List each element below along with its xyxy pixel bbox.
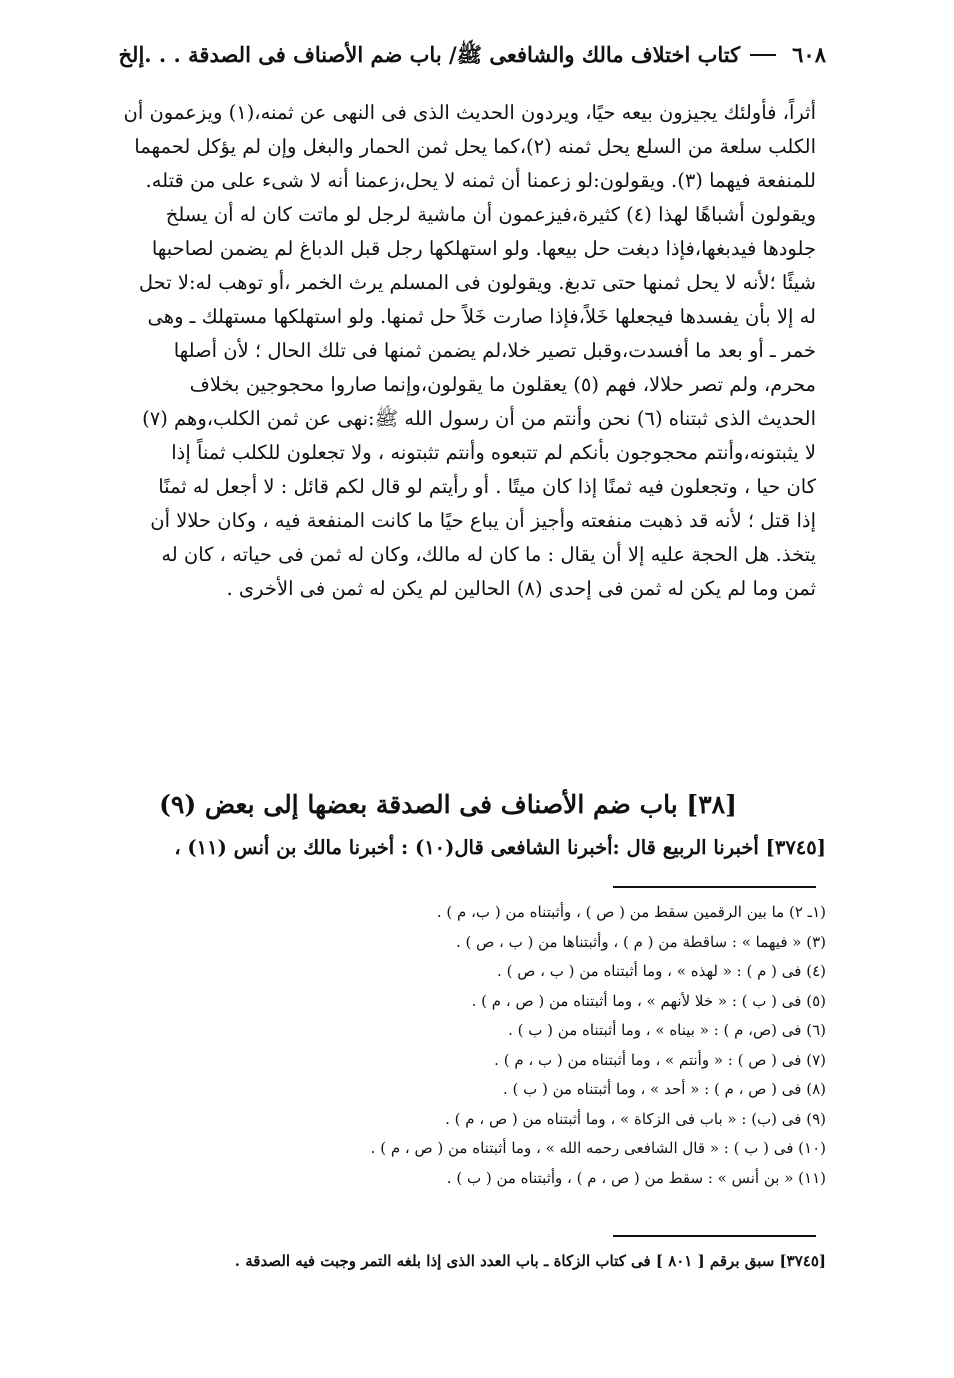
text-line: أثراً، فأولئك يجيزون بيعه حيًا، ويردون الحديث الذى فى النهى عن ثمنه،(١) ويزعمون أن <box>123 101 816 124</box>
text-line: ثمن وما لم يكن له ثمن فى إحدى (٨) الحالين لم يكن له ثمن فى الأخرى . <box>226 577 816 600</box>
section-title: [٣٨] باب ضم الأصناف فى الصدقة بعضها إلى بعض (٩) <box>159 790 737 819</box>
text-line: خمر ـ أو بعد ما أفسدت،وقبل تصير خلا،لم يضمن ثمنها فى تلك الحال ؛ لأن أصلها <box>173 339 816 362</box>
text-line: كان حيا ، وتجعلون فيه ثمنًا إذا كان ميتًا . أو رأيتم لو قال لكم قائل : لا أجعل له ثمنًا <box>158 475 816 498</box>
text-line: جلودها فيدبغها،فإذا دبغت حل بيعها. ولو استهلكها رجل قبل الدباغ لم يضمن لصاحبها <box>151 237 816 260</box>
footnote: (٨) فى ( ص ، م ) : « أحد » ، وما أثبتناه من ( ب ) . <box>502 1080 826 1098</box>
main-text <box>70 96 816 606</box>
footnote: (١١) « بن أنس » : سقط من ( ص ، م ) ، وأثبتناه من ( ب ) . <box>446 1168 826 1187</box>
footnote: (٣) « فيهما » : ساقطة من ( م ) ، وأثبتناها من ( ب ، ص ) . <box>455 932 826 951</box>
footnotes <box>70 898 826 1193</box>
footnote: (١ـ ٢) ما بين الرقمين سقط من ( ص ) ، وأثبتناه من ( ب، م ) . <box>436 903 826 921</box>
text-line: الحديث الذى ثبتناه (٦) نحن وأنتم من أن رسول الله ﷺ:نهى عن ثمن الكلب،وهم (٧) <box>142 407 816 430</box>
footnote-separator <box>613 886 816 888</box>
text-line: له إلا بأن يفسدها فيجعلها خَلاً،فإذا صارت خَلاً حل ثمنها. ولو استهلكها مستهلك ـ وهى <box>147 305 816 328</box>
footnote: (١٠) فى ( ب ) : « قال الشافعى رحمه الله » ، وما أثبتناه من ( ص ، م ) . <box>370 1139 826 1157</box>
page-number: ٦٠٨ <box>792 42 826 67</box>
page-header <box>70 42 826 73</box>
text-line: للمنفعة فيهما (٣). ويقولون:لو زعمنا أن ثمنه لا يحل،زعمنا أنه لا شىء على من قتله. <box>145 169 816 192</box>
text-line: لا يثبتونه،وأنتم محجوجون بأنكم لم تتبعوه وأنتم تثبتونه ، ولا تجعلون للكلب ثمناً إذا <box>171 441 816 464</box>
hadith-isnad: [٣٧٤٥] أخبرنا الربيع قال :أخبرنا الشافعى قال(١٠) : أخبرنا مالك بن أنس (١١) ، <box>174 836 826 859</box>
text-line: الكلب سلعة من السلع يحل ثمنه (٢)،كما يحل ثمن الحمار والبغل وإن لم يؤكل لحمهما <box>134 135 816 158</box>
cross-reference: [٣٧٤٥] سبق برقم [ ٨٠١ ] فى كتاب الزكاة ـ باب العدد الذى إذا بلغه التمر وجبت فيه الصدقة . <box>234 1252 826 1270</box>
text-line: شيئًا ؛لأنه لا يحل ثمنها حتى تدبغ. ويقولون فى المسلم يرث الخمر ،أو توهب له:لا تحل <box>138 271 816 294</box>
footnote: (٧) فى ( ص ) : « وأنتم » ، وما أثبتناه من ( ب ، م ) . <box>494 1050 826 1069</box>
footnote: (٦) فى (ص، م ) : « بيناه » ، وما أثبتناه من ( ب ) . <box>508 1021 826 1039</box>
text-line: ويقولون أشباهًا لهذا (٤) كثيرة،فيزعمون أن ماشية لرجل لو ماتت كان له أن يسلخ <box>165 203 816 226</box>
text-line: محرم، ولم تصر حلالا، فهم (٥) يعقلون ما يقولون،وإنما صاروا محجوجين بخلاف <box>189 373 816 396</box>
text-line: إذا قتل ؛ لأنه قد ذهبت منفعته وأجيز أن يباع حيًا ما كانت المنفعة فيه ، وكان حلالا أن <box>150 509 816 532</box>
footnote: (٥) فى ( ب ) : « خلا لأنهم » ، وما أثبتناه من ( ص ، م ) . <box>471 991 826 1010</box>
crossref-separator <box>613 1235 816 1237</box>
text-line: يتخذ. هل الحجة عليه إلا أن يقال : ما كان له مالك، وكان له ثمن فى حياته ، كان له <box>161 543 816 566</box>
footnote: (٤) فى ( م ) : « لهذه » ، وما أثبتناه من ( ب ، ص ) . <box>497 962 826 980</box>
footnote: (٩) فى (ب) : « باب فى الزكاة » ، وما أثبتناه من ( ص ، م ) . <box>445 1109 826 1128</box>
running-title: كتاب اختلاف مالك والشافعى ﷺ/ باب ضم الأصناف فى الصدقة . . .إلخ <box>118 42 741 67</box>
header-dash <box>750 54 776 56</box>
